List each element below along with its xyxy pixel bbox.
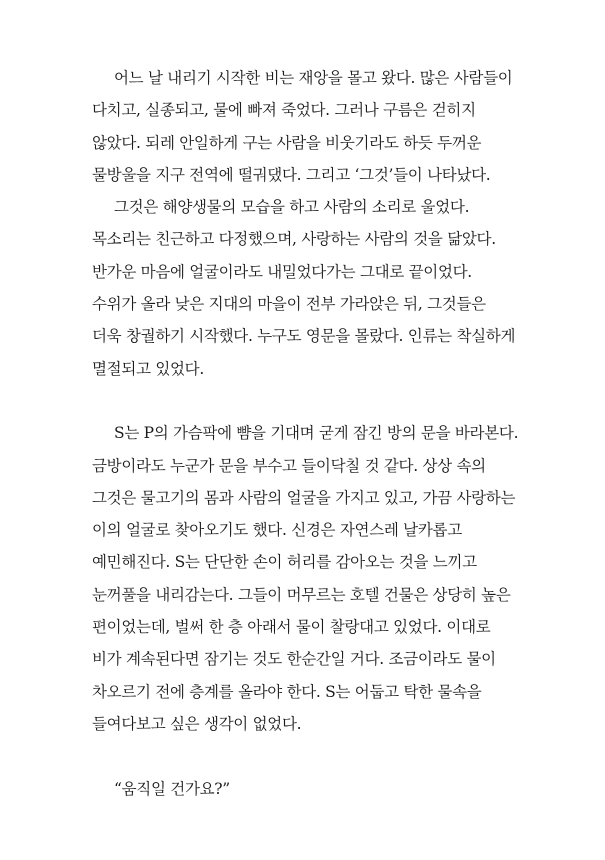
body-text	[92, 62, 522, 805]
paragraph-gap	[92, 385, 522, 417]
text-line: 그것은 물고기의 몸과 사람의 얼굴을 가지고 있고, 가끔 사랑하는	[92, 488, 516, 507]
text-line: 더욱 창궐하기 시작했다. 누구도 영문을 몰랐다. 인류는 착실하게	[92, 327, 516, 346]
text-line: 편이었는데, 벌써 한 층 아래서 물이 찰랑대고 있었다. 이대로	[92, 618, 491, 637]
text-line: 목소리는 친근하고 다정했으며, 사랑하는 사람의 것을 닮았다.	[92, 230, 496, 249]
text-line: 이의 얼굴로 찾아오기도 했다. 신경은 자연스레 날카롭고	[92, 521, 462, 540]
text-line: 물방울을 지구 전역에 떨궈댔다. 그리고 ‘그것’들이 나타났다.	[92, 165, 491, 184]
text-line: 수위가 올라 낮은 지대의 마을이 전부 가라앉은 뒤, 그것들은	[92, 295, 486, 314]
text-line: 들여다보고 싶은 생각이 없었다.	[92, 714, 302, 733]
text-line: 예민해진다. S는 단단한 손이 허리를 감아오는 것을 느끼고	[92, 553, 477, 572]
text-line: 그것은 해양생물의 모습을 하고 사람의 소리로 울었다.	[114, 198, 470, 217]
dialogue-line: “움직일 건가요?”	[114, 779, 230, 798]
text-line: 비가 계속된다면 잠기는 것도 한순간일 거다. 조금이라도 물이	[92, 650, 496, 669]
text-line: 금방이라도 누군가 문을 부수고 들이닥칠 것 같다. 상상 속의	[92, 456, 486, 475]
text-line: 않았다. 되레 안일하게 구는 사람을 비웃기라도 하듯 두꺼운	[92, 133, 482, 152]
text-line: 멸절되고 있었다.	[92, 359, 204, 378]
paragraph-gap	[92, 740, 522, 772]
text-line: 차오르기 전에 층계를 올라야 한다. S는 어둡고 탁한 물속을	[92, 682, 482, 701]
text-line: 다치고, 실종되고, 물에 빠져 죽었다. 그러나 구름은 걷히지	[92, 101, 476, 120]
text-line: 반가운 마음에 얼굴이라도 내밀었다가는 그대로 끝이었다.	[92, 262, 472, 281]
text-line: S는 P의 가슴팍에 뺨을 기대며 굳게 잠긴 방의 문을 바라본다.	[114, 424, 519, 443]
text-line: 눈꺼풀을 내리감는다. 그들이 머무르는 호텔 건물은 상당히 높은	[92, 585, 511, 604]
text-line: 어느 날 내리기 시작한 비는 재앙을 몰고 왔다. 많은 사람들이	[114, 69, 513, 87]
